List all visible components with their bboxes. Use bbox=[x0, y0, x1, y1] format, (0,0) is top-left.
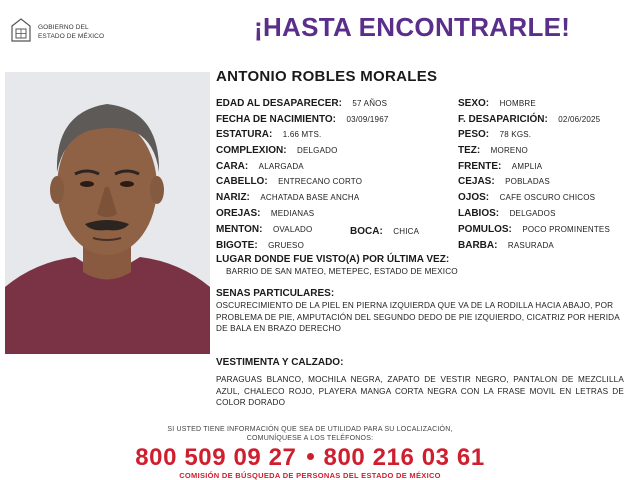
phone-numbers bbox=[0, 444, 620, 472]
field-barba bbox=[458, 238, 554, 252]
value-complexion: DELGADO bbox=[297, 146, 338, 155]
value-frente: AMPLIA bbox=[511, 162, 543, 171]
field-complexion bbox=[216, 143, 338, 157]
person-name: ANTONIO ROBLES MORALES bbox=[216, 68, 438, 85]
field-cabello bbox=[216, 174, 362, 188]
field-f-desaparicion bbox=[458, 112, 600, 126]
logo-line-2: ESTADO DE MÉXICO bbox=[38, 33, 105, 40]
value-bigote: GRUESO bbox=[268, 241, 304, 250]
field-boca bbox=[350, 224, 419, 238]
field-frente bbox=[458, 159, 542, 173]
state-seal-icon bbox=[10, 17, 32, 43]
field-edad bbox=[216, 96, 387, 110]
label-f-desaparicion: F. DESAPARICIÓN: bbox=[458, 114, 548, 125]
label-nariz: NARIZ: bbox=[216, 192, 250, 203]
field-ojos bbox=[458, 190, 595, 204]
value-labios: DELGADOS bbox=[509, 209, 556, 218]
last-seen-label: LUGAR DONDE FUE VISTO(A) POR ÚLTIMA VEZ: bbox=[216, 254, 450, 265]
phone-1[interactable]: 800 509 09 27 bbox=[135, 444, 297, 471]
commission-name: COMISIÓN DE BÚSQUEDA DE PERSONAS DEL ESTADO DE MÉXICO bbox=[179, 471, 441, 480]
label-peso: PESO: bbox=[458, 129, 490, 140]
label-complexion: COMPLEXION: bbox=[216, 145, 287, 156]
logo-line-1: GOBIERNO DEL bbox=[38, 24, 89, 31]
field-pomulos bbox=[458, 222, 610, 236]
field-cara bbox=[216, 159, 304, 173]
value-peso: 78 KGS. bbox=[499, 130, 532, 139]
label-barba: BARBA: bbox=[458, 240, 498, 251]
value-cabello: ENTRECANO CORTO bbox=[278, 177, 363, 186]
label-cara: CARA: bbox=[216, 161, 249, 172]
value-edad: 57 AÑOS bbox=[352, 99, 388, 108]
page-title: ¡HASTA ENCONTRARLE! bbox=[254, 12, 571, 42]
label-ojos: OJOS: bbox=[458, 192, 490, 203]
label-cejas: CEJAS: bbox=[458, 176, 495, 187]
value-pomulos: POCO PROMINENTES bbox=[522, 225, 610, 234]
label-sexo: SEXO: bbox=[458, 98, 490, 109]
value-fecha-nacimiento: 03/09/1967 bbox=[346, 115, 389, 124]
label-orejas: OREJAS: bbox=[216, 208, 261, 219]
field-menton bbox=[216, 222, 312, 236]
field-orejas bbox=[216, 206, 314, 220]
field-sexo bbox=[458, 96, 536, 110]
phone-2[interactable]: 800 216 03 61 bbox=[323, 444, 485, 471]
field-peso bbox=[458, 127, 531, 141]
field-estatura bbox=[216, 127, 321, 141]
portrait-illustration bbox=[5, 72, 210, 354]
info-line-2: COMUNÍQUESE A LOS TELÉFONOS: bbox=[246, 435, 374, 442]
value-ojos: CAFE OSCURO CHICOS bbox=[499, 193, 596, 202]
value-barba: RASURADA bbox=[507, 241, 554, 250]
label-tez: TEZ: bbox=[458, 145, 481, 156]
label-fecha-nacimiento: FECHA DE NACIMIENTO: bbox=[216, 114, 336, 125]
value-f-desaparicion: 02/06/2025 bbox=[558, 115, 601, 124]
value-boca: CHICA bbox=[393, 227, 420, 236]
label-edad: EDAD AL DESAPARECER: bbox=[216, 98, 342, 109]
value-tez: MORENO bbox=[490, 146, 528, 155]
value-orejas: MEDIANAS bbox=[270, 209, 315, 218]
value-sexo: HOMBRE bbox=[499, 99, 536, 108]
field-labios bbox=[458, 206, 556, 220]
particular-signs-label: SENAS PARTICULARES: bbox=[216, 288, 335, 299]
field-fecha-nacimiento bbox=[216, 112, 389, 126]
field-bigote bbox=[216, 238, 304, 252]
value-estatura: 1.66 MTS. bbox=[282, 130, 322, 139]
label-estatura: ESTATURA: bbox=[216, 129, 273, 140]
value-menton: OVALADO bbox=[272, 225, 313, 234]
separator-dot-icon bbox=[307, 453, 314, 460]
field-tez bbox=[458, 143, 528, 157]
field-nariz bbox=[216, 190, 359, 204]
clothing-value: PARAGUAS BLANCO, MOCHILA NEGRA, ZAPATO DE VESTIR NEGRO, PANTALON DE MEZCLILLA AZUL, CHALECO ROJO, PLAYERA MANGA CORTA NEGRA CON LA FRASE MOVIL EN LETRAS DE COLOR DORADO bbox=[216, 375, 624, 407]
label-bigote: BIGOTE: bbox=[216, 240, 258, 251]
person-photo bbox=[5, 72, 210, 354]
label-menton: MENTON: bbox=[216, 224, 263, 235]
value-nariz: ACHATADA BASE ANCHA bbox=[260, 193, 360, 202]
label-cabello: CABELLO: bbox=[216, 176, 268, 187]
state-logo bbox=[6, 14, 146, 50]
last-seen-value: BARRIO DE SAN MATEO, METEPEC, ESTADO DE MEXICO bbox=[226, 267, 458, 276]
info-line-1: SI USTED TIENE INFORMACIÓN QUE SEA DE UTILIDAD PARA SU LOCALIZACIÓN, bbox=[167, 426, 453, 433]
label-frente: FRENTE: bbox=[458, 161, 502, 172]
value-cara: ALARGADA bbox=[258, 162, 304, 171]
clothing-label: VESTIMENTA Y CALZADO: bbox=[216, 357, 344, 368]
label-boca: BOCA: bbox=[350, 226, 383, 237]
value-cejas: POBLADAS bbox=[505, 177, 550, 186]
particular-signs-value: OSCURECIMIENTO DE LA PIEL EN PIERNA IZQUIERDA QUE VA DE LA RODILLA HACIA ABAJO, POR PROBLEMA DE PIE, AMPUTACIÓN DEL SEGUNDO DEDO DE PIE IZQUIERDO, CICATRIZ POR HERIDA DE BALA EN BRAZO DERECHO bbox=[216, 301, 620, 333]
field-cejas bbox=[458, 174, 550, 188]
label-labios: LABIOS: bbox=[458, 208, 500, 219]
label-pomulos: POMULOS: bbox=[458, 224, 512, 235]
